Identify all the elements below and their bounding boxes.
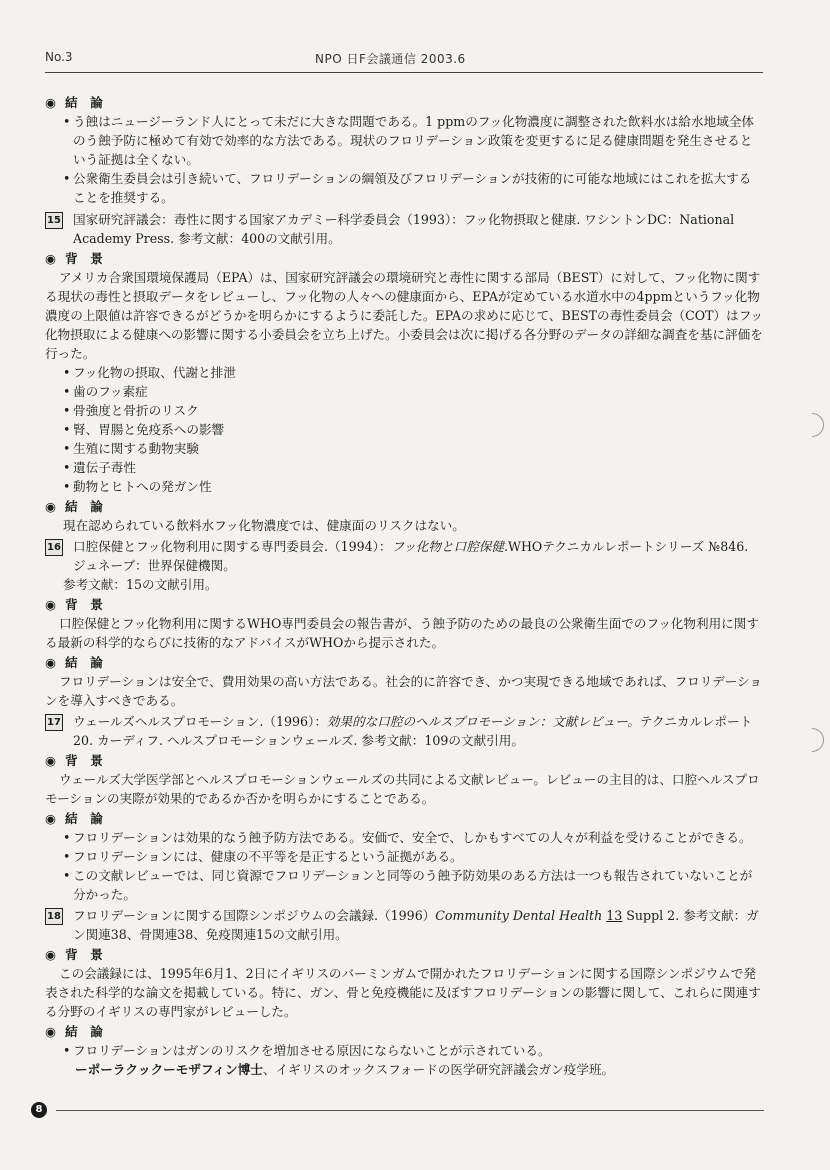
reference-number: 18 [45, 908, 63, 925]
conclusion-heading: ◉ 結 論 [45, 811, 103, 826]
list-item: • 歯のフッ素症 [63, 382, 763, 401]
reference-count: 参考文献：15の文献引用。 [63, 577, 218, 592]
evaluation-list [45, 363, 763, 496]
bullseye-icon: ◉ [45, 95, 56, 110]
list-item: • 骨強度と骨折のリスク [63, 401, 763, 420]
background-paragraph: ウェールズ大学医学部とヘルスプロモーションウェールズの共同による文献レビュー。レビューの主目的は、口腔ヘルスプロモーションの実際が効果的であるか否かを明らかにすることである。 [45, 772, 760, 806]
journal-title: Community Dental Health [435, 908, 603, 923]
attribution-affiliation: 、イギリスのオックスフォードの医学研究評議会ガン疫学班。 [262, 1062, 615, 1077]
bullseye-icon: ◉ [45, 1024, 56, 1039]
punch-hole-mark [800, 413, 824, 437]
background-paragraph: この会議録には、1995年6月1、2日にイギリスのバーミンガムで開かれたフロリデーションに関する国際シンポジウムで発表された科学的な論文を掲載している。特に、ガン、骨と免疫機能に及ぼすフロリデーションの影響に関して、これらに関連する分野のイギリスの専門家がレビューした。 [45, 966, 761, 1019]
reference-16: 16 口腔保健とフッ化物利用に関する専門委員会.（1994）：フッ化物と口腔保健.WHOテクニカルレポートシリーズ №846. ジュネーブ：世界保健機関。 [45, 537, 763, 575]
list-item: • 動物とヒトへの発ガン性 [63, 477, 763, 496]
journal-volume: 13 [606, 908, 623, 923]
bullseye-icon: ◉ [45, 655, 56, 670]
background-heading: ◉ 背 景 [45, 947, 103, 962]
reference-18: 18 フロリデーションに関する国際シンポジウムの会議録.（1996）Community Dental Health 13 Suppl 2. 参考文献：ガン関連38、骨関連38、免疫関連15の文献引用。 [45, 906, 763, 944]
background-paragraph: 口腔保健とフッ化物利用に関するWHO専門委員会の報告書が、う蝕予防のための最良の公衆衛生面でのフッ化物利用に関する最新の科学的ならびに技術的なアドバイスがWHOから提示された。 [45, 616, 759, 650]
header-rule [45, 72, 763, 73]
conclusion-paragraph: フロリデーションは安全で、費用効果の高い方法である。社会的に許容でき、かつ実現できる地域であれば、フロリデーションを導入すべきである。 [45, 674, 762, 708]
attribution-name: ーポーラクックーモザフィン博士 [75, 1062, 263, 1077]
list-item: • 遺伝子毒性 [63, 458, 763, 477]
list-item: • う蝕はニュージーランド人にとって未だに大きな問題である。1 ppmのフッ化物濃度に調整された飲料水は給水地域全体のう蝕予防に極めて有効で効率的な方法である。現状のフロリデーション政策を変更するに足る健康問題を発生させるという証拠は全くない。 [63, 112, 763, 169]
page-number: 8 [31, 1102, 47, 1118]
bullseye-icon: ◉ [45, 251, 56, 266]
attribution [45, 1060, 763, 1079]
conclusion-heading: ◉ 結 論 [45, 95, 103, 110]
reference-number: 17 [45, 714, 63, 731]
punch-hole-mark [800, 728, 824, 752]
newsletter-title: NPO 日F会議通信 2003.6 [315, 52, 466, 66]
bullseye-icon: ◉ [45, 753, 56, 768]
background-heading: ◉ 背 景 [45, 753, 103, 768]
reference-number: 16 [45, 539, 63, 556]
list-item: • フッ化物の摂取、代謝と排泄 [63, 363, 763, 382]
list-item: • この文献レビューでは、同じ資源でフロリデーションと同等のう蝕予防効果のある方法は一つも報告されていないことが分かった。 [63, 866, 763, 904]
issue-number: No.3 [45, 50, 73, 64]
reference-title: 効果的な口腔のヘルスプロモーション：文献レビュー。 [326, 714, 640, 729]
list-item: • 生殖に関する動物実験 [63, 439, 763, 458]
conclusion-heading: ◉ 結 論 [45, 1024, 103, 1039]
list-item: • 公衆衛生委員会は引き続いて、フロリデーションの綱領及びフロリデーションが技術的に可能な地域にはこれを拡大することを推奨する。 [63, 169, 763, 207]
background-paragraph: アメリカ合衆国環境保護局（EPA）は、国家研究評議会の環境研究と毒性に関する部局（BEST）に対して、フッ化物に関する現状の毒性と摂取データをレビューし、フッ化物の人々への健康面から、EPAが定めている水道水中の4ppmというフッ化物濃度の上限値は許容できるがどうかを明らかにするように委託した。EPAの求めに応じて、BESTの毒性委員会（COT）はフッ化物摂取による健康への影響に関する小委員会を立ち上げた。小委員会は次に掲げる各分野のデータの詳細な調査を基に評価を行った。 [45, 270, 763, 361]
conclusion-list [45, 112, 763, 207]
page-header [45, 50, 763, 70]
background-heading: ◉ 背 景 [45, 251, 103, 266]
conclusion-list [45, 1041, 763, 1060]
conclusion-paragraph: 現在認められている飲料水フッ化物濃度では、健康面のリスクはない。 [63, 518, 465, 533]
reference-15 [45, 210, 763, 248]
conclusion-list [45, 828, 763, 904]
conclusion-heading: ◉ 結 論 [45, 499, 103, 514]
footer-rule [56, 1110, 764, 1111]
bullseye-icon: ◉ [45, 597, 56, 612]
list-item: • フロリデーションはガンのリスクを増加させる原因にならないことが示されている。 [63, 1041, 763, 1060]
conclusion-heading: ◉ 結 論 [45, 655, 103, 670]
list-item: • 腎、胃腸と免疫系への影響 [63, 420, 763, 439]
bullseye-icon: ◉ [45, 811, 56, 826]
bullseye-icon: ◉ [45, 499, 56, 514]
reference-number: 15 [45, 212, 63, 229]
article-body [45, 92, 763, 1079]
background-heading: ◉ 背 景 [45, 597, 103, 612]
list-item: • フロリデーションには、健康の不平等を是正するという証拠がある。 [63, 847, 763, 866]
reference-title: フッ化物と口腔保健. [391, 539, 508, 554]
list-item: • フロリデーションは効果的なう蝕予防方法である。安価で、安全で、しかもすべての人々が利益を受けることができる。 [63, 828, 763, 847]
reference-citation: 国家研究評議会：毒性に関する国家アカデミー科学委員会（1993）：フッ化物摂取と健康. ワシントンDC：National Academy Press. 参考文献：400の文献引用。 [73, 212, 735, 246]
bullseye-icon: ◉ [45, 947, 56, 962]
reference-17: 17 ウェールズヘルスプロモーション.（1996）：効果的な口腔のヘルスプロモーション：文献レビュー。テクニカルレポート20. カーディフ. ヘルスプロモーションウェールズ. 参考文献：109の文献引用。 [45, 712, 763, 750]
